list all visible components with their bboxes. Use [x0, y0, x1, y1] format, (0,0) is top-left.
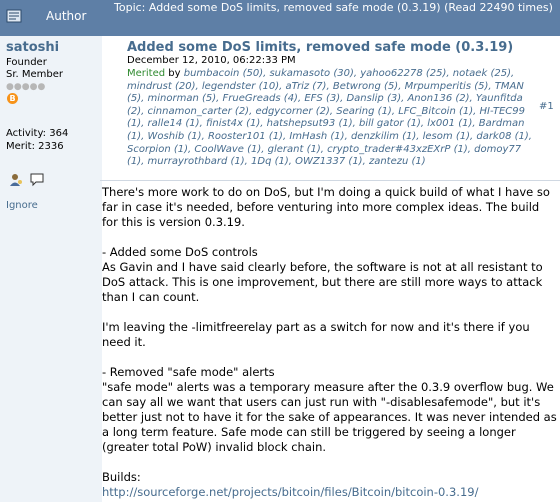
- merit-count: (1),: [187, 130, 205, 142]
- merit-count: (1),: [348, 156, 366, 168]
- poster-rank-member: Sr. Member: [6, 69, 64, 80]
- merit-count: (1),: [459, 105, 477, 117]
- star-icon: ●: [6, 82, 14, 92]
- merit-count: (7),: [312, 80, 330, 92]
- merit-user-link[interactable]: notaek: [452, 68, 488, 79]
- merit-count: (1),: [274, 156, 292, 168]
- merit-user-link[interactable]: murrayrothbard: [147, 156, 228, 168]
- merit-user-link[interactable]: FrueGreads: [222, 93, 281, 105]
- merit-user-link[interactable]: CoolWave: [194, 143, 244, 155]
- merit-user-link[interactable]: Searing: [336, 105, 375, 117]
- body-paragraph: I'm leaving the -limitfreerelay part as a switch for now and it's there if you need it.: [102, 320, 530, 349]
- merit-user-link[interactable]: HI-TEC99: [479, 105, 526, 117]
- body-heading: - Added some DoS controls: [102, 245, 258, 259]
- merit-user-link[interactable]: ImHash: [289, 130, 328, 142]
- merit-count: (1),: [330, 130, 348, 142]
- bitcoin-icon: B: [7, 93, 18, 104]
- author-column-label: Author: [46, 9, 87, 23]
- builds-label: Builds:: [102, 470, 141, 484]
- merit-count: (2),: [455, 93, 473, 105]
- merit-count: (1): [411, 156, 426, 168]
- merit-user-link[interactable]: zantezu: [368, 156, 409, 168]
- merit-user-link[interactable]: Rooster101: [207, 130, 266, 142]
- merit-user-link[interactable]: Mrpumperitis: [404, 80, 472, 92]
- builds-link[interactable]: http://sourceforge.net/projects/bitcoin/files/Bitcoin/bitcoin-0.3.19/: [102, 485, 479, 499]
- body-paragraph: "safe mode" alerts was a temporary measure after the 0.3.9 overflow bug. We can say all we want that users can just run with "-disablesafemode", but it's better just not to have it for the sake of appearances. It was never intended as a long term feature. Safe mode can still be triggered by seeing a longer (greater total PoW) invalid block chain.: [102, 380, 557, 454]
- merit-count: (1),: [402, 130, 420, 142]
- merit-count: (50),: [242, 68, 267, 79]
- merit-user-link[interactable]: bill gator: [359, 118, 404, 130]
- merit-count: (1),: [458, 118, 476, 130]
- merited-label: Merited: [127, 68, 166, 79]
- merit-user-link[interactable]: OWZ1337: [295, 156, 346, 168]
- rank-stars: [6, 82, 45, 92]
- merit-count: (5),: [474, 80, 492, 92]
- merit-count: (5),: [202, 93, 220, 105]
- merit-count: (1),: [185, 118, 203, 130]
- post-date: December 12, 2010, 06:22:33 PM: [127, 55, 296, 66]
- topic-icon: [6, 9, 22, 23]
- topic-title: Topic: Added some DoS limits, removed safe mode (0.3.19) (Read 22490 times): [114, 1, 553, 14]
- merit-count: (1),: [514, 130, 532, 142]
- merited-by-list: [127, 68, 532, 169]
- merit-count: (3),: [386, 93, 405, 105]
- merit-user-link[interactable]: crypto_trader#43xzEXrP: [327, 143, 451, 155]
- merit-user-link[interactable]: mindrust: [127, 80, 172, 92]
- merit-user-link[interactable]: 1Dq: [251, 156, 272, 168]
- merit-user-link[interactable]: denzkilim: [350, 130, 399, 142]
- merit-count: (25),: [425, 68, 450, 79]
- merit-count: (1),: [247, 143, 265, 155]
- merit-count: (1),: [453, 143, 471, 155]
- merit-user-link[interactable]: EFS: [304, 93, 323, 105]
- post-body: [102, 185, 557, 500]
- merit-user-link[interactable]: minorman: [147, 93, 199, 105]
- body-paragraph: There's more work to do on DoS, but I'm doing a quick build of what I have so far in case it's needed, before venturing into more complex ideas. The build for this is version 0.3.19.: [102, 185, 550, 229]
- merit-user-link[interactable]: Bardman: [478, 118, 525, 130]
- merit-count: (5),: [384, 80, 402, 92]
- merit-user-link[interactable]: LFC_Bitcoin: [398, 105, 456, 117]
- merit-count: (1),: [306, 143, 324, 155]
- merit-user-link[interactable]: edgycorner: [255, 105, 313, 117]
- star-icon: ●: [21, 82, 30, 92]
- merit-count: (30),: [333, 68, 358, 79]
- merit-count: (3),: [325, 93, 344, 105]
- post-number-link[interactable]: #1: [539, 101, 554, 112]
- poster-name-link[interactable]: satoshi: [6, 40, 60, 55]
- merit-count: (20),: [174, 80, 199, 92]
- star-icon: ●: [37, 82, 46, 92]
- merit-count: (2),: [315, 105, 334, 117]
- merit-count: (1),: [377, 105, 396, 117]
- merit-count: (1),: [406, 118, 425, 130]
- message-icon[interactable]: [30, 173, 44, 187]
- poster-sidebar: [0, 36, 102, 502]
- star-icon: ●: [13, 82, 22, 92]
- merit-count: (1),: [127, 156, 145, 168]
- merit-user-link[interactable]: yahoo62278: [360, 68, 423, 79]
- merit-user-link[interactable]: sukamasoto: [269, 68, 331, 79]
- merit-count: (4),: [283, 93, 302, 105]
- poster-rank-founder: Founder: [6, 57, 47, 68]
- merit-count: (1),: [127, 118, 145, 130]
- post-subject-link[interactable]: Added some DoS limits, removed safe mode (0.3.19): [127, 40, 514, 55]
- merit-count: (1),: [173, 143, 192, 155]
- merit-count: (1),: [230, 156, 248, 168]
- merit-count: (2),: [127, 105, 145, 117]
- merit-user-link[interactable]: finist4x: [205, 118, 243, 130]
- merit-user-link[interactable]: ralle14: [147, 118, 183, 130]
- merit-user-link[interactable]: glerant: [267, 143, 304, 155]
- merit-count: (25),: [490, 68, 515, 79]
- merit-user-link[interactable]: domoy77: [474, 143, 522, 155]
- merit-count: (10),: [258, 80, 283, 92]
- post-divider: [100, 180, 560, 181]
- activity-stat: Activity: 364: [6, 128, 69, 139]
- body-heading: - Removed "safe mode" alerts: [102, 365, 275, 379]
- merit-count: (1),: [246, 118, 264, 130]
- merit-user-link[interactable]: bumbacoin: [183, 68, 240, 79]
- merit-user-link[interactable]: Woshib: [147, 130, 185, 142]
- topic-header: [0, 0, 560, 36]
- merited-by-prefix: by: [168, 68, 181, 79]
- merit-user-link[interactable]: dark08: [476, 130, 512, 142]
- merit-user-link[interactable]: Danslip: [346, 93, 384, 105]
- ignore-link[interactable]: Ignore: [6, 200, 38, 211]
- merit-user-link[interactable]: Scorpion: [127, 143, 171, 155]
- merit-user-link[interactable]: TMAN: [494, 80, 524, 92]
- merit-user-link[interactable]: Anon136: [407, 93, 453, 105]
- merit-user-link[interactable]: aTriz: [285, 80, 310, 92]
- merit-user-link[interactable]: Betwrong: [332, 80, 381, 92]
- merit-user-link[interactable]: lesom: [422, 130, 453, 142]
- star-icon: ●: [29, 82, 38, 92]
- merit-count: (1),: [268, 130, 287, 142]
- merit-user-link[interactable]: legendster: [201, 80, 256, 92]
- merit-count: (1),: [127, 130, 145, 142]
- merit-user-link[interactable]: cinnamon_carter: [147, 105, 232, 117]
- merit-user-link[interactable]: Yaunfitda: [475, 93, 523, 105]
- body-paragraph: As Gavin and I have said clearly before, the software is not at all resistant to DoS attack. This is one improvement, but there are still more ways to attack than I can count.: [102, 260, 543, 304]
- merit-user-link[interactable]: lx001: [427, 118, 456, 130]
- merit-count: (1),: [338, 118, 356, 130]
- merit-count: (2),: [234, 105, 253, 117]
- merit-count: (5),: [127, 93, 145, 105]
- merit-user-link[interactable]: hatshepsut93: [266, 118, 336, 130]
- profile-icon[interactable]: [9, 173, 23, 187]
- merit-stat: Merit: 2336: [6, 141, 64, 152]
- merit-count: (1),: [455, 130, 474, 142]
